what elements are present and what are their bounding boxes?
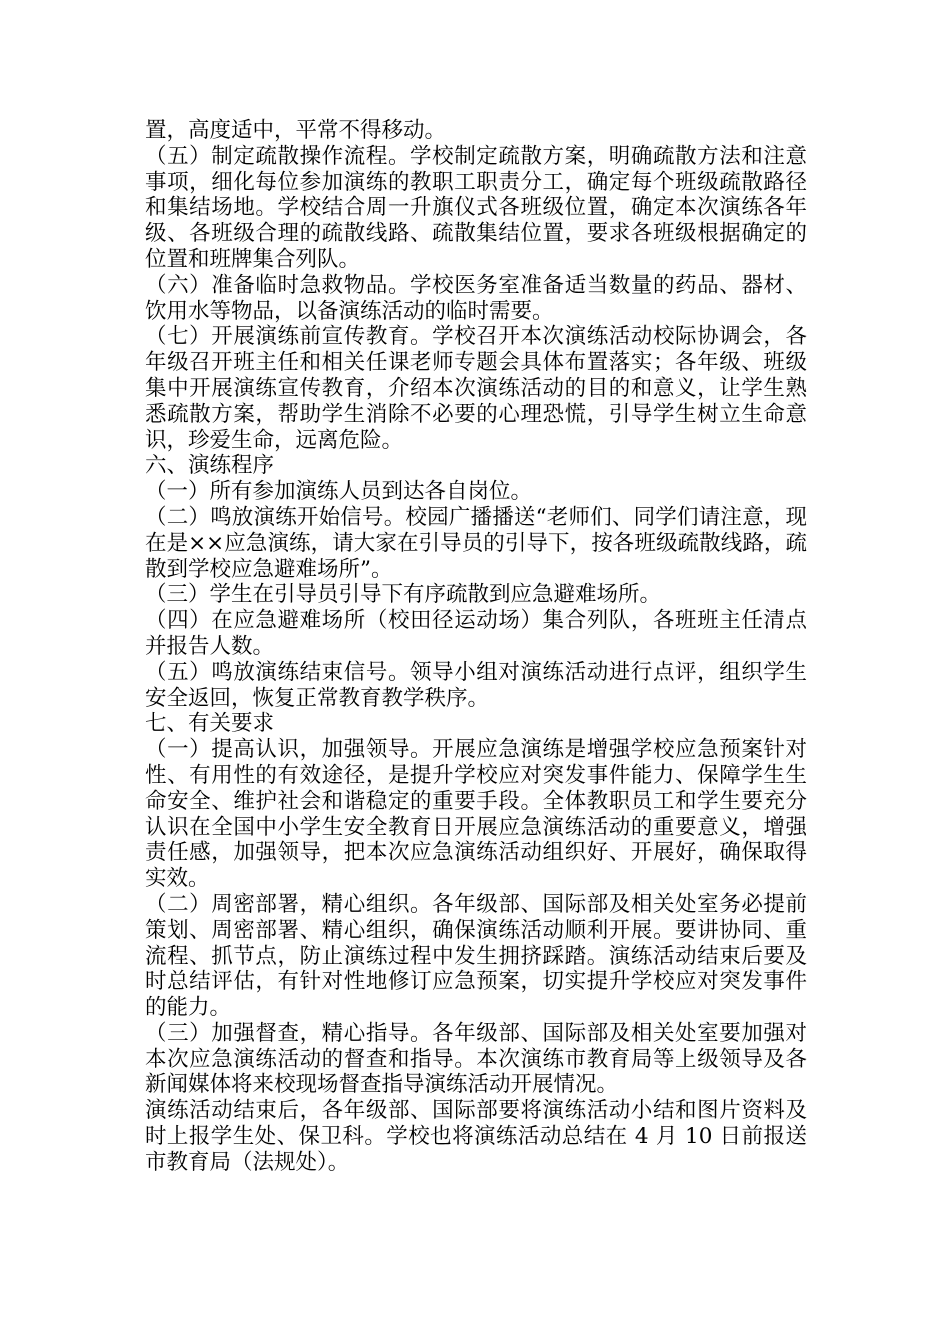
section-heading-requirements: 七、有关要求: [145, 711, 275, 737]
paragraph-evacuation-procedure: （五）制定疏散操作流程。学校制定疏散方案，明确疏散方法和注意事项，细化每位参加演练的教职工职责分工，确定每个班级疏散路径和集结场地。学校结合周一升旗仪式各班级位置，确定本次演练各年级、各班级合理的疏散线路、疏散集结位置，要求各班级根据确定的位置和班牌集合列队。: [145, 143, 807, 272]
document-body: [145, 118, 807, 1176]
paragraph-step-5: （五）鸣放演练结束信号。领导小组对演练活动进行点评，组织学生安全返回，恢复正常教育教学秩序。: [145, 659, 807, 711]
paragraph-first-aid: （六）准备临时急救物品。学校医务室准备适当数量的药品、器材、饮用水等物品，以备演练活动的临时需要。: [145, 272, 807, 324]
paragraph-requirement-2: （二）周密部署，精心组织。各年级部、国际部及相关处室务必提前策划、周密部署、精心组织，确保演练活动顺利开展。要讲协同、重流程、抓节点，防止演练过程中发生拥挤踩踏。演练活动结束后要及时总结评估，有针对性地修订应急预案，切实提升学校应对突发事件的能力。: [145, 891, 807, 1021]
section-heading-drill-procedure: 六、演练程序: [145, 453, 275, 479]
paragraph-requirement-1: （一）提高认识，加强领导。开展应急演练是增强学校应急预案针对性、有用性的有效途径，是提升学校应对突发事件能力、保障学生生命安全、维护社会和谐稳定的重要手段。全体教职员工和学生要充分认识在全国中小学生安全教育日开展应急演练活动的重要意义，增强责任感，加强领导，把本次应急演练活动组织好、开展好，确保取得实效。: [145, 737, 807, 892]
paragraph-step-2: （二）鸣放演练开始信号。校园广播播送“老师们、同学们请注意，现在是××应急演练，请大家在引导员的引导下，按各班级疏散线路，疏散到学校应急避难场所”。: [145, 504, 807, 582]
paragraph-continuation: 置，高度适中，平常不得移动。: [145, 118, 447, 143]
paragraph-step-1: （一）所有参加演练人员到达各自岗位。: [145, 479, 533, 505]
paragraph-pre-drill-education: （七）开展演练前宣传教育。学校召开本次演练活动校际协调会，各年级召开班主任和相关任课老师专题会具体布置落实；各年级、班级集中开展演练宣传教育，介绍本次演练活动的目的和意义，让学生熟悉疏散方案，帮助学生消除不必要的心理恐慌，引导学生树立生命意识，珍爱生命，远离危险。: [145, 324, 807, 453]
paragraph-closing: 演练活动结束后，各年级部、国际部要将演练活动小结和图片资料及时上报学生处、保卫科。学校也将演练活动总结在 4 月 10 日前报送市教育局（法规处）。: [145, 1098, 807, 1175]
paragraph-step-3: （三）学生在引导员引导下有序疏散到应急避难场所。: [145, 582, 662, 608]
paragraph-requirement-3: （三）加强督查，精心指导。各年级部、国际部及相关处室要加强对本次应急演练活动的督查和指导。本次演练市教育局等上级领导及各新闻媒体将来校现场督查指导演练活动开展情况。: [145, 1020, 807, 1098]
paragraph-step-4: （四）在应急避难场所（校田径运动场）集合列队，各班班主任清点并报告人数。: [145, 608, 807, 659]
